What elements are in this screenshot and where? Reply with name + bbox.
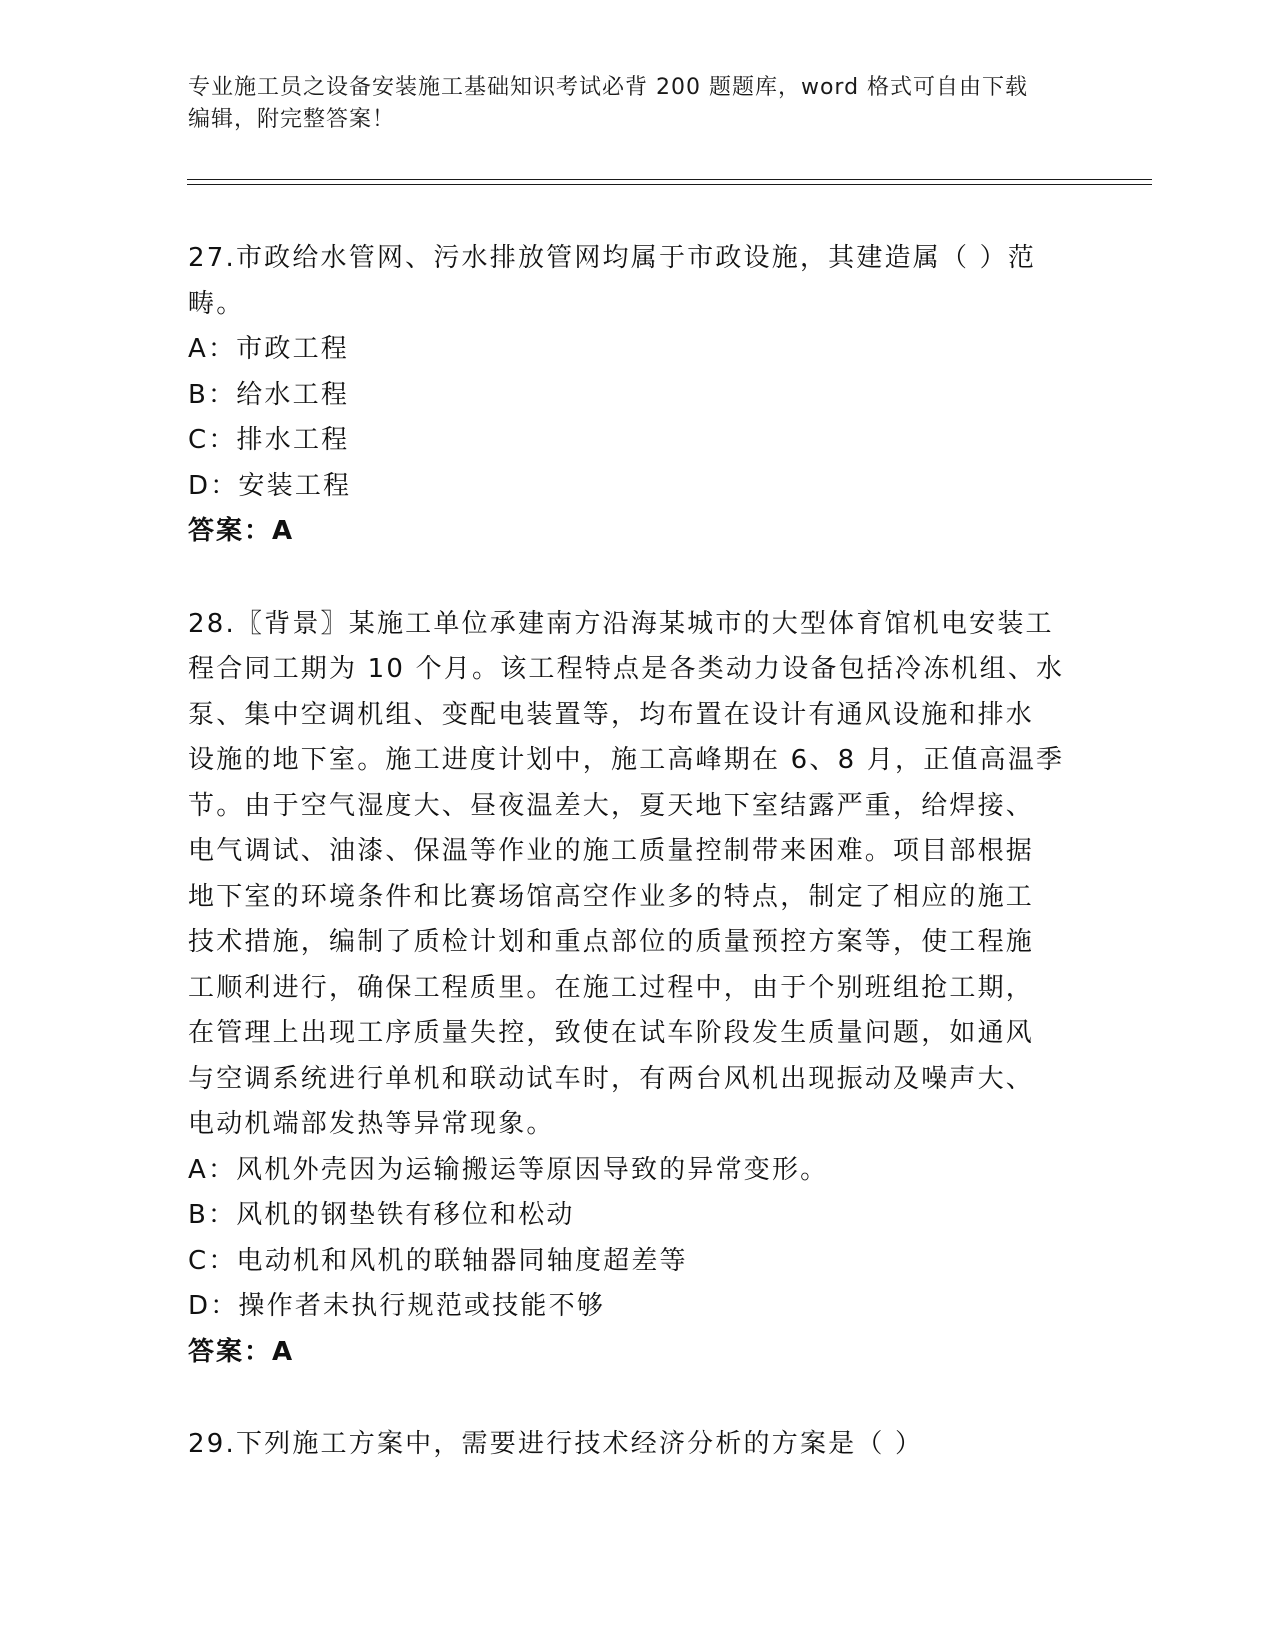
option-d: D：操作者未执行规范或技能不够 (188, 1291, 606, 1321)
question-spacer (188, 555, 1078, 602)
option-a: A：风机外壳因为运输搬运等原因导致的异常变形。 (188, 1154, 829, 1185)
option-b: B：风机的钢垫铁有移位和松动 (188, 1200, 575, 1230)
question-27 (188, 236, 1078, 555)
question-text-line: 与空调系统进行单机和联动试车时，有两台风机出现振动及噪声大、 (188, 1063, 1035, 1094)
question-text-line: 节。由于空气湿度大、昼夜温差大，夏天地下室结露严重，给焊接、 (188, 790, 1035, 821)
option-d: D：安装工程 (188, 470, 352, 501)
answer-line: 答案：A (188, 1336, 295, 1367)
answer-line: 答案：A (188, 516, 295, 546)
question-text-line: 畴。 (188, 288, 245, 319)
question-text-line: 工顺利进行，确保工程质里。在施工过程中，由于个别班组抢工期， (188, 972, 1035, 1003)
header-divider-top (187, 179, 1152, 180)
question-text-line: 地下室的环境条件和比赛场馆高空作业多的特点，制定了相应的施工 (188, 881, 1035, 912)
option-c: C：电动机和风机的联轴器同轴度超差等 (188, 1245, 688, 1276)
header-line-1: 专业施工员之设备安装施工基础知识考试必背 200 题题库，word 格式可自由下载 (188, 75, 1029, 100)
question-text-line: 技术措施，编制了质检计划和重点部位的质量预控方案等，使工程施 (188, 927, 1035, 957)
option-a: A：市政工程 (188, 334, 349, 364)
option-c: C：排水工程 (188, 425, 350, 455)
question-text-line: 泵、集中空调机组、变配电装置等，均布置在设计有通风设施和排水 (188, 699, 1035, 730)
question-text-line: 在管理上出现工序质量失控，致使在试车阶段发生质量问题，如通风 (188, 1018, 1035, 1048)
option-b: B：给水工程 (188, 379, 350, 410)
question-text-line: 电动机端部发热等异常现象。 (188, 1109, 555, 1139)
question-text-line: 电气调试、油漆、保温等作业的施工质量控制带来困难。项目部根据 (188, 836, 1035, 866)
question-spacer (188, 1375, 1078, 1422)
question-text-line: 28.〖背景〗某施工单位承建南方沿海某城市的大型体育馆机电安装工 (188, 608, 1054, 639)
question-28 (188, 602, 1078, 1376)
question-text-line: 29.下列施工方案中，需要进行技术经济分析的方案是（ ） (188, 1429, 924, 1459)
question-text-line: 27.市政给水管网、污水排放管网均属于市政设施，其建造属（ ）范 (188, 243, 1037, 273)
document-header (188, 72, 1068, 136)
question-29 (188, 1422, 1078, 1468)
header-divider-bottom (187, 184, 1152, 185)
question-list (188, 236, 1078, 1468)
header-line-2: 编辑，附完整答案！ (188, 107, 396, 132)
question-text-line: 程合同工期为 10 个月。该工程特点是各类动力设备包括冷冻机组、水 (188, 654, 1065, 684)
question-text-line: 设施的地下室。施工进度计划中，施工高峰期在 6、8 月，正值高温季 (188, 745, 1065, 775)
